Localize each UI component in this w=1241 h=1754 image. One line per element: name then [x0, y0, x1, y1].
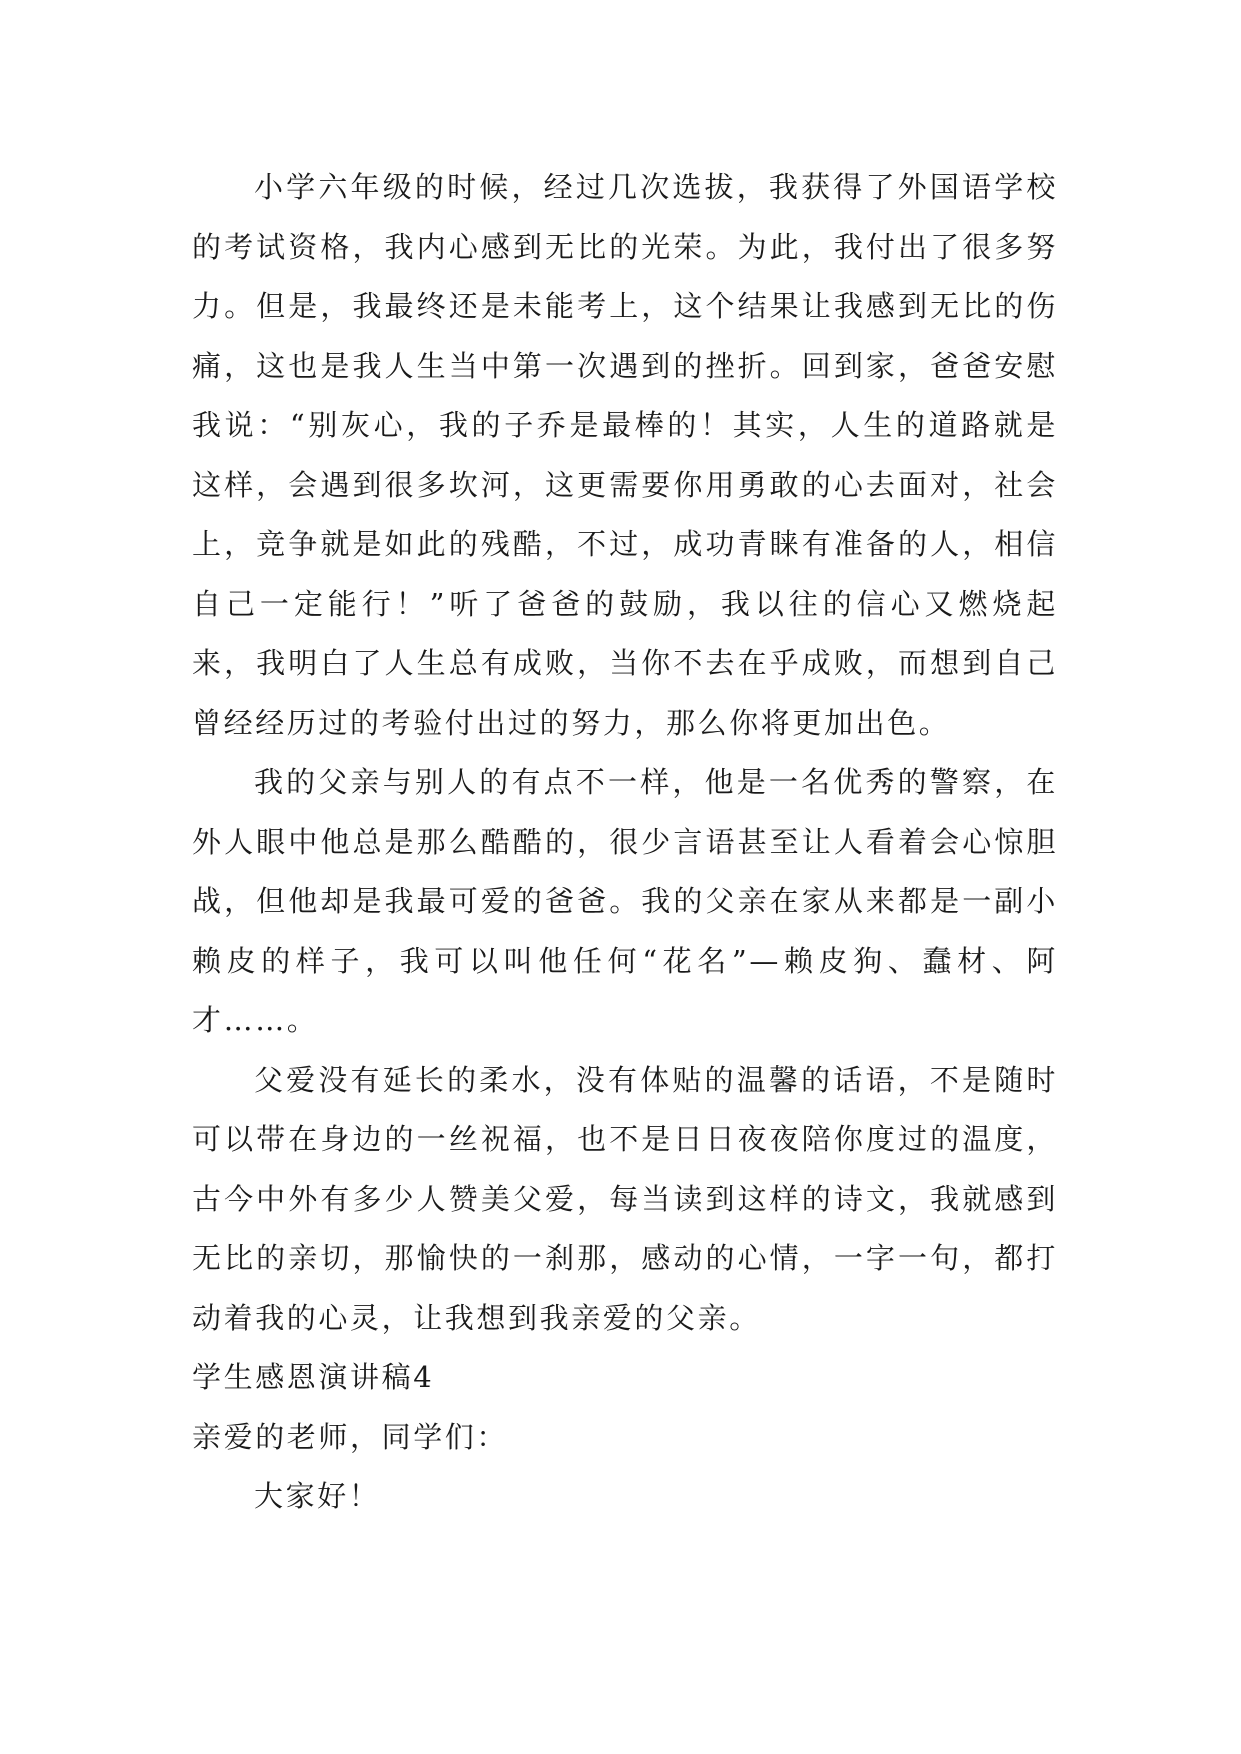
document-body: [192, 158, 1058, 1527]
paragraph-3: 父爱没有延长的柔水，没有体贴的温馨的话语，不是随时可以带在身边的一丝祝福，也不是日日夜夜陪你度过的温度，古今中外有多少人赞美父爱，每当读到这样的诗文，我就感到无比的亲切，那愉快的一刹那，感动的心情，一字一句，都打动着我的心灵，让我想到我亲爱的父亲。: [192, 1062, 1058, 1335]
speech-title: 学生感恩演讲稿4: [192, 1360, 435, 1394]
greeting: 大家好！: [254, 1479, 381, 1513]
paragraph-1: 小学六年级的时候，经过几次选拔，我获得了外国语学校的考试资格，我内心感到无比的光荣。为此，我付出了很多努力。但是，我最终还是未能考上，这个结果让我感到无比的伤痛，这也是我人生当中第一次遇到的挫折。回到家，爸爸安慰我说：“别灰心，我的子乔是最棒的！其实，人生的道路就是这样，会遇到很多坎河，这更需要你用勇敢的心去面对，社会上，竞争就是如此的残酷，不过，成功青睐有准备的人，相信自己一定能行！”听了爸爸的鼓励，我以往的信心又燃烧起来，我明白了人生总有成败，当你不去在乎成败，而想到自己曾经经历过的考验付出过的努力，那么你将更加出色。: [192, 170, 1058, 740]
paragraph-2: 我的父亲与别人的有点不一样，他是一名优秀的警察，在外人眼中他总是那么酷酷的，很少言语甚至让人看着会心惊胆战，但他却是我最可爱的爸爸。我的父亲在家从来都是一副小赖皮的样子，我可以叫他任何“花名”—赖皮狗、蠢材、阿才……。: [192, 765, 1058, 1037]
salutation: 亲爱的老师，同学们：: [192, 1419, 509, 1454]
